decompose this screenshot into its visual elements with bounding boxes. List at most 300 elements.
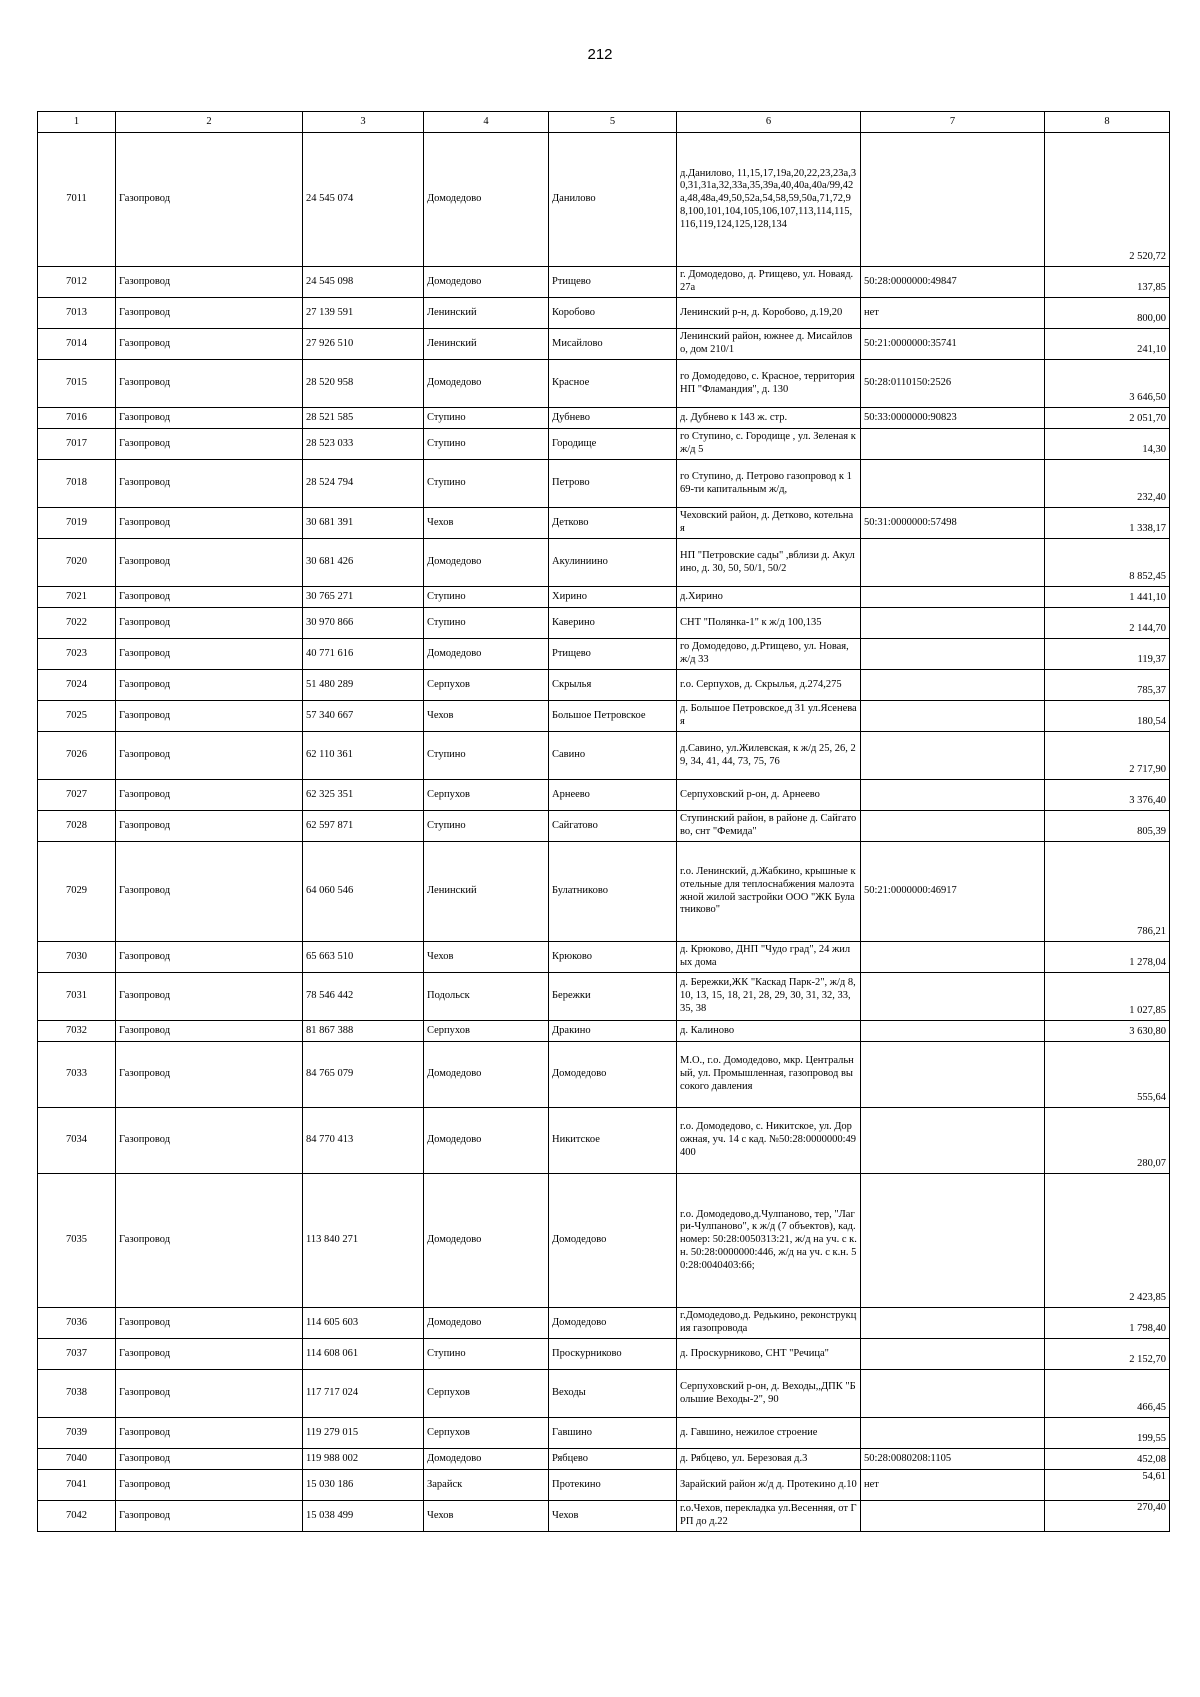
locality-cell: Скрылья — [549, 670, 677, 701]
column-header: 8 — [1045, 112, 1170, 133]
object-type-cell: Газопровод — [116, 639, 303, 670]
column-header: 6 — [677, 112, 861, 133]
value-cell: 2 423,85 — [1045, 1174, 1170, 1308]
district-cell: Серпухов — [424, 780, 549, 811]
column-header: 4 — [424, 112, 549, 133]
column-header: 7 — [861, 112, 1045, 133]
row-number-cell: 7032 — [38, 1021, 116, 1042]
inventory-number-cell: 30 681 426 — [303, 539, 424, 587]
row-number-cell: 7029 — [38, 842, 116, 942]
value-cell: 241,10 — [1045, 329, 1170, 360]
column-header: 1 — [38, 112, 116, 133]
row-number-cell: 7036 — [38, 1308, 116, 1339]
address-cell: СНТ "Полянка-1" к ж/д 100,135 — [677, 608, 861, 639]
district-cell: Ступино — [424, 429, 549, 460]
cadastral-number-cell — [861, 1174, 1045, 1308]
row-number-cell: 7035 — [38, 1174, 116, 1308]
value-cell: 1 027,85 — [1045, 973, 1170, 1021]
object-type-cell: Газопровод — [116, 1339, 303, 1370]
object-type-cell: Газопровод — [116, 1108, 303, 1174]
address-cell: д. Бережки,ЖК "Каскад Парк-2", ж/д 8, 10, 13, 15, 18, 21, 28, 29, 30, 31, 32, 33, 35, 38 — [677, 973, 861, 1021]
table-row — [38, 1370, 1170, 1418]
object-type-cell: Газопровод — [116, 608, 303, 639]
district-cell: Чехов — [424, 942, 549, 973]
inventory-number-cell: 28 521 585 — [303, 408, 424, 429]
inventory-number-cell: 78 546 442 — [303, 973, 424, 1021]
object-type-cell: Газопровод — [116, 298, 303, 329]
cadastral-number-cell — [861, 608, 1045, 639]
inventory-number-cell: 30 970 866 — [303, 608, 424, 639]
cadastral-number-cell: 50:33:0000000:90823 — [861, 408, 1045, 429]
object-type-cell: Газопровод — [116, 670, 303, 701]
address-cell: го Ступино, д. Петрово газопровод к 169-ти капитальным ж/д, — [677, 460, 861, 508]
value-cell: 3 646,50 — [1045, 360, 1170, 408]
table-header-row — [38, 112, 1170, 133]
inventory-number-cell: 119 279 015 — [303, 1418, 424, 1449]
district-cell: Серпухов — [424, 1370, 549, 1418]
locality-cell: Детково — [549, 508, 677, 539]
inventory-number-cell: 117 717 024 — [303, 1370, 424, 1418]
object-type-cell: Газопровод — [116, 1370, 303, 1418]
object-type-cell: Газопровод — [116, 1021, 303, 1042]
address-cell: Ленинский район, южнее д. Мисайлово, дом 210/1 — [677, 329, 861, 360]
object-type-cell: Газопровод — [116, 267, 303, 298]
address-cell: д. Дубнево к 143 ж. стр. — [677, 408, 861, 429]
inventory-number-cell: 65 663 510 — [303, 942, 424, 973]
locality-cell: Большое Петровское — [549, 701, 677, 732]
page-number: 212 — [587, 46, 613, 63]
inventory-number-cell: 27 926 510 — [303, 329, 424, 360]
value-cell: 137,85 — [1045, 267, 1170, 298]
table-row — [38, 508, 1170, 539]
cadastral-number-cell — [861, 942, 1045, 973]
row-number-cell: 7018 — [38, 460, 116, 508]
table-row — [38, 587, 1170, 608]
table-row — [38, 329, 1170, 360]
table-row — [38, 942, 1170, 973]
row-number-cell: 7012 — [38, 267, 116, 298]
district-cell: Ступино — [424, 408, 549, 429]
address-cell: д. Гавшино, нежилое строение — [677, 1418, 861, 1449]
table-row — [38, 608, 1170, 639]
cadastral-number-cell — [861, 1021, 1045, 1042]
table-row — [38, 732, 1170, 780]
row-number-cell: 7024 — [38, 670, 116, 701]
table-row — [38, 1042, 1170, 1108]
row-number-cell: 7016 — [38, 408, 116, 429]
object-type-cell: Газопровод — [116, 811, 303, 842]
object-type-cell: Газопровод — [116, 329, 303, 360]
object-type-cell: Газопровод — [116, 429, 303, 460]
address-cell: г.о. Домодедово, с. Никитское, ул. Дорожная, уч. 14 с кад. №50:28:0000000:49400 — [677, 1108, 861, 1174]
inventory-number-cell: 24 545 074 — [303, 133, 424, 267]
address-cell: г. Домодедово, д. Ртищево, ул. Новаяд. 27а — [677, 267, 861, 298]
district-cell: Домодедово — [424, 1174, 549, 1308]
object-type-cell: Газопровод — [116, 973, 303, 1021]
inventory-number-cell: 24 545 098 — [303, 267, 424, 298]
district-cell: Домодедово — [424, 639, 549, 670]
district-cell: Ленинский — [424, 298, 549, 329]
district-cell: Домодедово — [424, 1042, 549, 1108]
address-cell: г.о. Домодедово,д.Чулпаново, тер, "Лагри-Чулпаново", к ж/д (7 объектов), кад. номер: 50:28:0050313:21, ж/д на уч. с к.н. 50:28:0000000:446, ж/д на уч. с к.н. 50:28:0040403:66; — [677, 1174, 861, 1308]
inventory-number-cell: 57 340 667 — [303, 701, 424, 732]
locality-cell: Дубнево — [549, 408, 677, 429]
table-row — [38, 1339, 1170, 1370]
district-cell: Ступино — [424, 811, 549, 842]
value-cell: 3 630,80 — [1045, 1021, 1170, 1042]
inventory-number-cell: 114 605 603 — [303, 1308, 424, 1339]
object-type-cell: Газопровод — [116, 942, 303, 973]
inventory-number-cell: 51 480 289 — [303, 670, 424, 701]
value-cell: 466,45 — [1045, 1370, 1170, 1418]
row-number-cell: 7034 — [38, 1108, 116, 1174]
table-row — [38, 1418, 1170, 1449]
address-cell: д. Крюково, ДНП "Чудо град", 24 жилых дома — [677, 942, 861, 973]
value-cell: 270,40 — [1045, 1501, 1170, 1532]
locality-cell: Гавшино — [549, 1418, 677, 1449]
table-row — [38, 267, 1170, 298]
value-cell: 2 520,72 — [1045, 133, 1170, 267]
object-type-cell: Газопровод — [116, 539, 303, 587]
inventory-number-cell: 40 771 616 — [303, 639, 424, 670]
cadastral-number-cell — [861, 1308, 1045, 1339]
locality-cell: Сайгатово — [549, 811, 677, 842]
table-row — [38, 360, 1170, 408]
district-cell: Ступино — [424, 732, 549, 780]
locality-cell: Савино — [549, 732, 677, 780]
value-cell: 2 717,90 — [1045, 732, 1170, 780]
cadastral-number-cell — [861, 1501, 1045, 1532]
address-cell: го Домодедово, д.Ртищево, ул. Новая, ж/д 33 — [677, 639, 861, 670]
inventory-number-cell: 28 520 958 — [303, 360, 424, 408]
locality-cell: Домодедово — [549, 1174, 677, 1308]
district-cell: Домодедово — [424, 1308, 549, 1339]
address-cell: д. Калиново — [677, 1021, 861, 1042]
inventory-number-cell: 64 060 546 — [303, 842, 424, 942]
object-type-cell: Газопровод — [116, 780, 303, 811]
district-cell: Домодедово — [424, 133, 549, 267]
address-cell: д. Рябцево, ул. Березовая д.3 — [677, 1449, 861, 1470]
district-cell: Зарайск — [424, 1470, 549, 1501]
locality-cell: Мисайлово — [549, 329, 677, 360]
value-cell: 785,37 — [1045, 670, 1170, 701]
district-cell: Ленинский — [424, 842, 549, 942]
locality-cell: Красное — [549, 360, 677, 408]
table-row — [38, 1021, 1170, 1042]
row-number-cell: 7025 — [38, 701, 116, 732]
locality-cell: Каверино — [549, 608, 677, 639]
object-type-cell: Газопровод — [116, 1308, 303, 1339]
row-number-cell: 7028 — [38, 811, 116, 842]
address-cell: г.Домодедово,д. Редькино, реконструкция газопровода — [677, 1308, 861, 1339]
object-type-cell: Газопровод — [116, 842, 303, 942]
inventory-number-cell: 30 681 391 — [303, 508, 424, 539]
value-cell: 1 278,04 — [1045, 942, 1170, 973]
value-cell: 1 338,17 — [1045, 508, 1170, 539]
locality-cell: Протекино — [549, 1470, 677, 1501]
inventory-number-cell: 15 038 499 — [303, 1501, 424, 1532]
row-number-cell: 7031 — [38, 973, 116, 1021]
table-row — [38, 408, 1170, 429]
object-type-cell: Газопровод — [116, 1449, 303, 1470]
address-cell: д.Данилово, 11,15,17,19а,20,22,23,23а,30,31,31а,32,33а,35,39а,40,40а,40а/99,42а,48,48а,49,50,52а,54,58,59,50а,71,72,98,100,101,104,105,106,107,113,114,115,116,119,124,125,128,134 — [677, 133, 861, 267]
value-cell: 199,55 — [1045, 1418, 1170, 1449]
district-cell: Ступино — [424, 587, 549, 608]
table-row — [38, 1174, 1170, 1308]
value-cell: 805,39 — [1045, 811, 1170, 842]
table-row — [38, 429, 1170, 460]
locality-cell: Веходы — [549, 1370, 677, 1418]
row-number-cell: 7023 — [38, 639, 116, 670]
address-cell: Ступинский район, в районе д. Сайгатово, снт "Фемида" — [677, 811, 861, 842]
row-number-cell: 7019 — [38, 508, 116, 539]
table-row — [38, 298, 1170, 329]
locality-cell: Булатниково — [549, 842, 677, 942]
locality-cell: Дракино — [549, 1021, 677, 1042]
value-cell: 2 051,70 — [1045, 408, 1170, 429]
address-cell: г.о. Ленинский, д.Жабкино, крышные котельные для теплоснабжения малоэтажной жилой застройки ООО "ЖК Булатниково" — [677, 842, 861, 942]
object-type-cell: Газопровод — [116, 732, 303, 780]
value-cell: 2 144,70 — [1045, 608, 1170, 639]
inventory-number-cell: 15 030 186 — [303, 1470, 424, 1501]
address-cell: д.Савино, ул.Жилевская, к ж/д 25, 26, 29, 34, 41, 44, 73, 75, 76 — [677, 732, 861, 780]
object-type-cell: Газопровод — [116, 1418, 303, 1449]
row-number-cell: 7041 — [38, 1470, 116, 1501]
locality-cell: Коробово — [549, 298, 677, 329]
cadastral-number-cell — [861, 587, 1045, 608]
locality-cell: Бережки — [549, 973, 677, 1021]
row-number-cell: 7014 — [38, 329, 116, 360]
locality-cell: Петрово — [549, 460, 677, 508]
value-cell: 8 852,45 — [1045, 539, 1170, 587]
district-cell: Ленинский — [424, 329, 549, 360]
value-cell: 232,40 — [1045, 460, 1170, 508]
district-cell: Домодедово — [424, 360, 549, 408]
cadastral-number-cell: 50:21:0000000:46917 — [861, 842, 1045, 942]
table-row — [38, 670, 1170, 701]
object-type-cell: Газопровод — [116, 460, 303, 508]
object-type-cell: Газопровод — [116, 1174, 303, 1308]
address-cell: го Ступино, с. Городище , ул. Зеленая к ж/д 5 — [677, 429, 861, 460]
row-number-cell: 7033 — [38, 1042, 116, 1108]
row-number-cell: 7038 — [38, 1370, 116, 1418]
inventory-number-cell: 62 597 871 — [303, 811, 424, 842]
locality-cell: Чехов — [549, 1501, 677, 1532]
locality-cell: Никитское — [549, 1108, 677, 1174]
district-cell: Чехов — [424, 508, 549, 539]
cadastral-number-cell: 50:28:0080208:1105 — [861, 1449, 1045, 1470]
object-type-cell: Газопровод — [116, 1042, 303, 1108]
inventory-number-cell: 84 770 413 — [303, 1108, 424, 1174]
table-row — [38, 1501, 1170, 1532]
inventory-number-cell: 81 867 388 — [303, 1021, 424, 1042]
table-row — [38, 1470, 1170, 1501]
locality-cell: Ртищево — [549, 639, 677, 670]
object-type-cell: Газопровод — [116, 408, 303, 429]
value-cell: 555,64 — [1045, 1042, 1170, 1108]
cadastral-number-cell — [861, 670, 1045, 701]
table-row — [38, 460, 1170, 508]
inventory-number-cell: 84 765 079 — [303, 1042, 424, 1108]
cadastral-number-cell — [861, 1370, 1045, 1418]
row-number-cell: 7037 — [38, 1339, 116, 1370]
district-cell: Домодедово — [424, 539, 549, 587]
object-type-cell: Газопровод — [116, 360, 303, 408]
address-cell: Ленинский р-н, д. Коробово, д.19,20 — [677, 298, 861, 329]
value-cell: 54,61 — [1045, 1470, 1170, 1501]
cadastral-number-cell: 50:28:0110150:2526 — [861, 360, 1045, 408]
value-cell: 1 798,40 — [1045, 1308, 1170, 1339]
value-cell: 180,54 — [1045, 701, 1170, 732]
table-row — [38, 1108, 1170, 1174]
table-row — [38, 1449, 1170, 1470]
cadastral-number-cell — [861, 1042, 1045, 1108]
district-cell: Серпухов — [424, 1418, 549, 1449]
table-row — [38, 811, 1170, 842]
cadastral-number-cell — [861, 732, 1045, 780]
value-cell: 2 152,70 — [1045, 1339, 1170, 1370]
inventory-number-cell: 114 608 061 — [303, 1339, 424, 1370]
cadastral-number-cell — [861, 460, 1045, 508]
cadastral-number-cell — [861, 133, 1045, 267]
district-cell: Серпухов — [424, 670, 549, 701]
row-number-cell: 7030 — [38, 942, 116, 973]
cadastral-number-cell — [861, 973, 1045, 1021]
cadastral-number-cell: 50:21:0000000:35741 — [861, 329, 1045, 360]
value-cell: 14,30 — [1045, 429, 1170, 460]
cadastral-number-cell — [861, 1418, 1045, 1449]
locality-cell: Данилово — [549, 133, 677, 267]
object-type-cell: Газопровод — [116, 1470, 303, 1501]
cadastral-number-cell — [861, 811, 1045, 842]
district-cell: Серпухов — [424, 1021, 549, 1042]
address-cell: Чеховский район, д. Детково, котельная — [677, 508, 861, 539]
locality-cell: Хирино — [549, 587, 677, 608]
table-row — [38, 639, 1170, 670]
address-cell: М.О., г.о. Домодедово, мкр. Центральный, ул. Промышленная, газопровод высокого давления — [677, 1042, 861, 1108]
object-type-cell: Газопровод — [116, 1501, 303, 1532]
locality-cell: Домодедово — [549, 1042, 677, 1108]
row-number-cell: 7020 — [38, 539, 116, 587]
table-row — [38, 842, 1170, 942]
district-cell: Домодедово — [424, 267, 549, 298]
address-cell: Зарайский район ж/д д. Протекино д.10 — [677, 1470, 861, 1501]
table-body — [38, 112, 1170, 1532]
cadastral-number-cell — [861, 1108, 1045, 1174]
table-row — [38, 133, 1170, 267]
object-type-cell: Газопровод — [116, 701, 303, 732]
row-number-cell: 7017 — [38, 429, 116, 460]
value-cell: 280,07 — [1045, 1108, 1170, 1174]
district-cell: Домодедово — [424, 1108, 549, 1174]
address-cell: г.о.Чехов, перекладка ул.Весенняя, от ГРП до д.22 — [677, 1501, 861, 1532]
address-cell: го Домодедово, с. Красное, территория НП "Фламандия", д. 130 — [677, 360, 861, 408]
cadastral-number-cell — [861, 429, 1045, 460]
district-cell: Подольск — [424, 973, 549, 1021]
cadastral-number-cell: нет — [861, 1470, 1045, 1501]
table-row — [38, 973, 1170, 1021]
column-header: 2 — [116, 112, 303, 133]
district-cell: Чехов — [424, 701, 549, 732]
row-number-cell: 7011 — [38, 133, 116, 267]
row-number-cell: 7015 — [38, 360, 116, 408]
locality-cell: Городище — [549, 429, 677, 460]
district-cell: Ступино — [424, 460, 549, 508]
locality-cell: Ртищево — [549, 267, 677, 298]
district-cell: Чехов — [424, 1501, 549, 1532]
object-type-cell: Газопровод — [116, 587, 303, 608]
column-header: 5 — [549, 112, 677, 133]
inventory-number-cell: 30 765 271 — [303, 587, 424, 608]
district-cell: Ступино — [424, 1339, 549, 1370]
address-cell: Серпуховский р-он, д. Веходы,,ДПК "Большие Веходы-2", 90 — [677, 1370, 861, 1418]
locality-cell: Акулиниино — [549, 539, 677, 587]
cadastral-number-cell: нет — [861, 298, 1045, 329]
value-cell: 119,37 — [1045, 639, 1170, 670]
column-header: 3 — [303, 112, 424, 133]
inventory-number-cell: 62 325 351 — [303, 780, 424, 811]
registry-table — [37, 111, 1170, 1532]
row-number-cell: 7026 — [38, 732, 116, 780]
locality-cell: Крюково — [549, 942, 677, 973]
address-cell: г.о. Серпухов, д. Скрылья, д.274,275 — [677, 670, 861, 701]
address-cell: д.Хирино — [677, 587, 861, 608]
value-cell: 800,00 — [1045, 298, 1170, 329]
row-number-cell: 7042 — [38, 1501, 116, 1532]
cadastral-number-cell: 50:31:0000000:57498 — [861, 508, 1045, 539]
table-row — [38, 539, 1170, 587]
value-cell: 3 376,40 — [1045, 780, 1170, 811]
object-type-cell: Газопровод — [116, 133, 303, 267]
locality-cell: Арнеево — [549, 780, 677, 811]
cadastral-number-cell: 50:28:0000000:49847 — [861, 267, 1045, 298]
inventory-number-cell: 113 840 271 — [303, 1174, 424, 1308]
row-number-cell: 7027 — [38, 780, 116, 811]
cadastral-number-cell — [861, 780, 1045, 811]
row-number-cell: 7039 — [38, 1418, 116, 1449]
inventory-number-cell: 28 524 794 — [303, 460, 424, 508]
inventory-number-cell: 119 988 002 — [303, 1449, 424, 1470]
cadastral-number-cell — [861, 539, 1045, 587]
locality-cell: Проскурниково — [549, 1339, 677, 1370]
row-number-cell: 7022 — [38, 608, 116, 639]
address-cell: Серпуховский р-он, д. Арнеево — [677, 780, 861, 811]
address-cell: НП "Петровские сады" ,вблизи д. Акулино, д. 30, 50, 50/1, 50/2 — [677, 539, 861, 587]
value-cell: 1 441,10 — [1045, 587, 1170, 608]
address-cell: д. Проскурниково, СНТ "Речица" — [677, 1339, 861, 1370]
inventory-number-cell: 28 523 033 — [303, 429, 424, 460]
cadastral-number-cell — [861, 639, 1045, 670]
table-row — [38, 701, 1170, 732]
inventory-number-cell: 27 139 591 — [303, 298, 424, 329]
district-cell: Ступино — [424, 608, 549, 639]
table-row — [38, 780, 1170, 811]
inventory-number-cell: 62 110 361 — [303, 732, 424, 780]
row-number-cell: 7040 — [38, 1449, 116, 1470]
cadastral-number-cell — [861, 1339, 1045, 1370]
district-cell: Домодедово — [424, 1449, 549, 1470]
cadastral-number-cell — [861, 701, 1045, 732]
row-number-cell: 7013 — [38, 298, 116, 329]
row-number-cell: 7021 — [38, 587, 116, 608]
value-cell: 452,08 — [1045, 1449, 1170, 1470]
locality-cell: Домодедово — [549, 1308, 677, 1339]
value-cell: 786,21 — [1045, 842, 1170, 942]
object-type-cell: Газопровод — [116, 508, 303, 539]
locality-cell: Рябцево — [549, 1449, 677, 1470]
table-row — [38, 1308, 1170, 1339]
address-cell: д. Большое Петровское,д 31 ул.Ясеневая — [677, 701, 861, 732]
